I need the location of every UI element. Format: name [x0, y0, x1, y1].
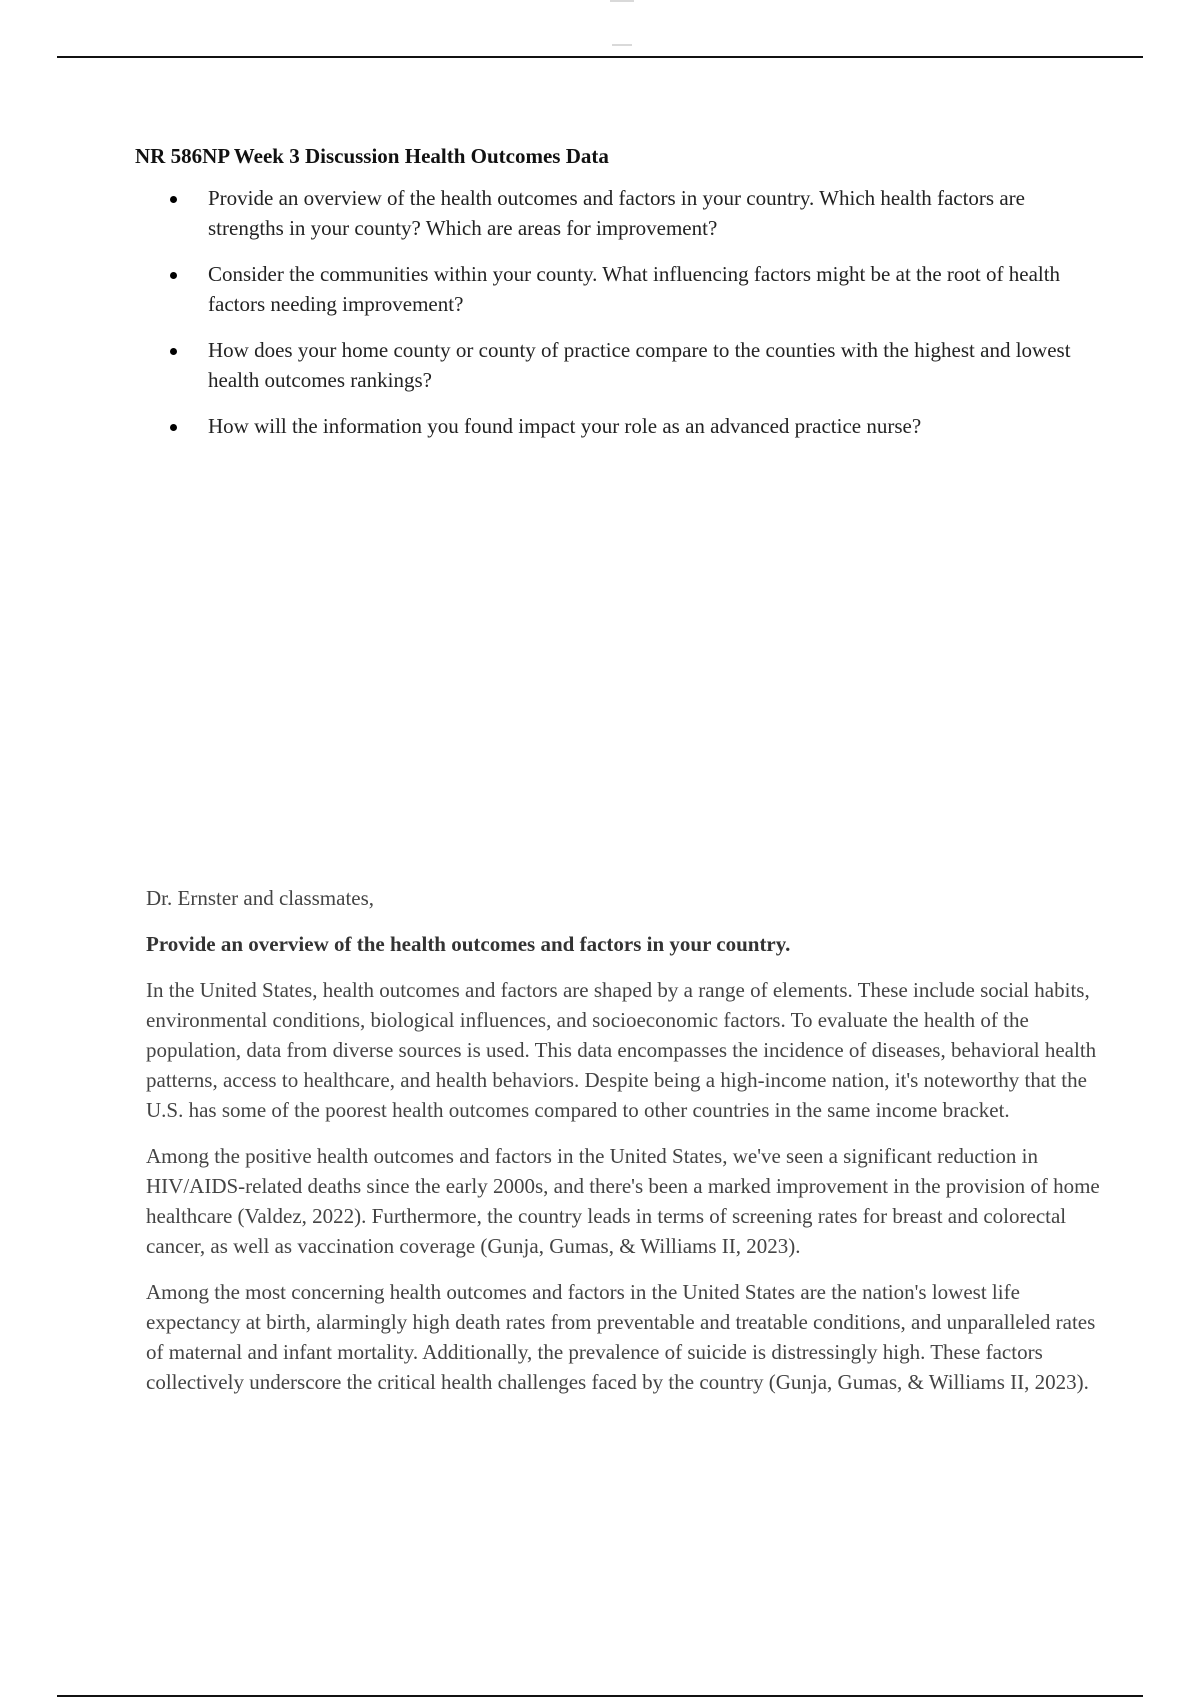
question-text: Consider the communities within your county. What influencing factors might be at the root of health factors needing improvement? [208, 262, 1061, 316]
question-item [135, 259, 1095, 319]
header-mark [610, 0, 634, 2]
question-item [135, 411, 1095, 441]
header-marks [610, 0, 634, 50]
question-block [135, 141, 1095, 457]
bullet-icon [170, 348, 177, 355]
question-item [135, 335, 1095, 395]
question-text: How does your home county or county of practice compare to the counties with the highest and lowest health outcomes rankings? [208, 338, 1071, 392]
body-paragraph: In the United States, health outcomes and factors are shaped by a range of elements. These include social habits, environmental conditions, biological influences, and socioeconomic factors. To evaluate the health of the population, data from diverse sources is used. This data encompasses the incidence of diseases, behavioral health patterns, access to healthcare, and health behaviors. Despite being a high-income nation, it's noteworthy that the U.S. has some of the poorest health outcomes compared to other countries in the same income bracket. [146, 978, 1097, 1122]
question-text: Provide an overview of the health outcomes and factors in your country. Which health factors are strengths in your county? Which are areas for improvement? [208, 186, 1025, 240]
question-item [135, 183, 1095, 243]
section-heading: Provide an overview of the health outcomes and factors in your country. [146, 932, 791, 956]
top-rule [57, 56, 1143, 58]
bullet-icon [170, 272, 177, 279]
bottom-rule [57, 1695, 1143, 1697]
question-text: How will the information you found impact your role as an advanced practice nurse? [208, 414, 922, 438]
question-list [135, 183, 1095, 441]
header-mark [612, 44, 632, 46]
body-paragraph: Among the most concerning health outcomes and factors in the United States are the nation's lowest life expectancy at birth, alarmingly high death rates from preventable and treatable conditions, and unparalleled rates of maternal and infant mortality. Additionally, the prevalence of suicide is distressingly high. These factors collectively underscore the critical health challenges faced by the country (Gunja, Gumas, & Williams II, 2023). [146, 1280, 1096, 1394]
bullet-icon [170, 424, 177, 431]
salutation: Dr. Ernster and classmates, [146, 886, 375, 910]
body-paragraph: Among the positive health outcomes and factors in the United States, we've seen a significant reduction in HIV/AIDS-related deaths since the early 2000s, and there's been a marked improvement in the provision of home healthcare (Valdez, 2022). Furthermore, the country leads in terms of screening rates for breast and colorectal cancer, as well as vaccination coverage (Gunja, Gumas, & Williams II, 2023). [146, 1144, 1100, 1258]
bullet-icon [170, 196, 177, 203]
document-title: NR 586NP Week 3 Discussion Health Outcomes Data [135, 144, 609, 168]
response-block [146, 883, 1106, 1413]
